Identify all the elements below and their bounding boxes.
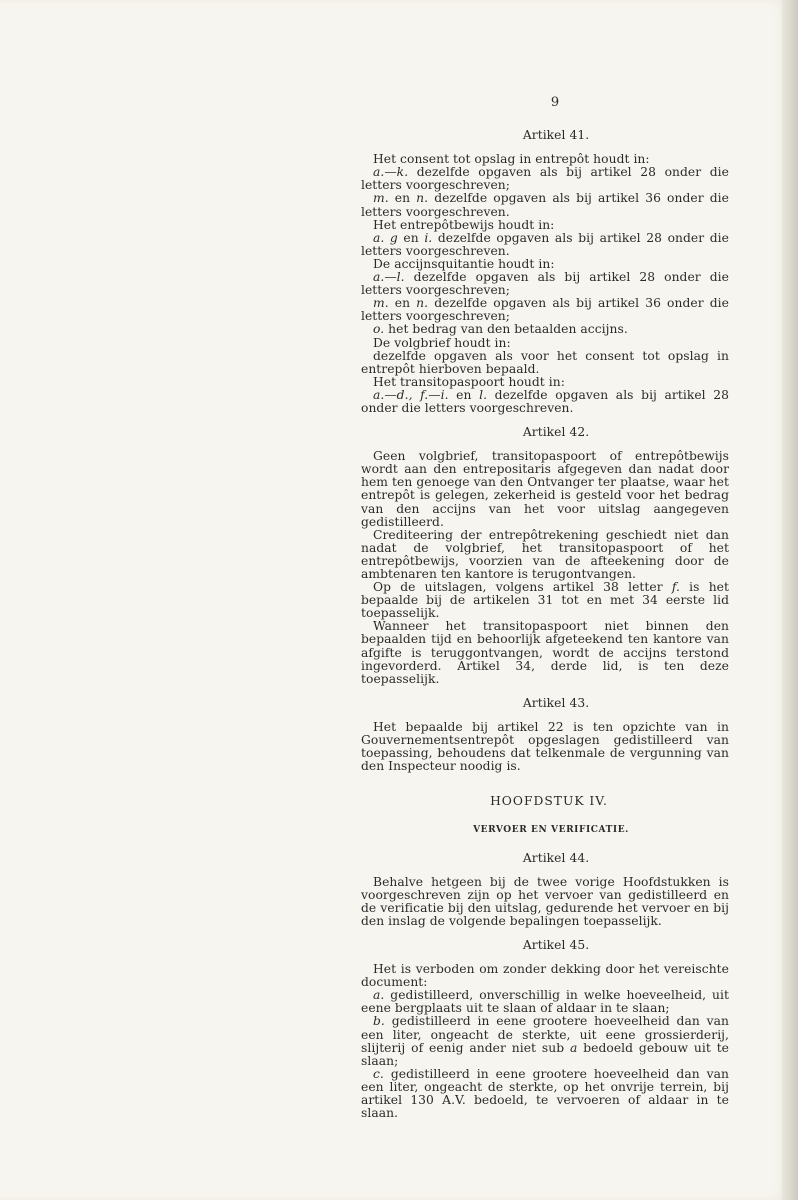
article-heading: Artikel 44. <box>522 850 590 865</box>
artikel-41 <box>361 129 729 415</box>
paragraph: Geen volgbrief, transitopaspoort of entrepôtbewijs wordt aan den entrepositaris afgegeven dan nadat door hem ten genoege van den Ontvanger ter plaatse, waar het entrepôt is gelegen, zekerheid is gesteld voor het bedrag van den accijns van het voor uitslag aangegeven gedistilleerd. <box>361 449 729 529</box>
letter-label: a. g <box>373 230 398 245</box>
paragraph: c. gedistilleerd in eene grootere hoeveelheid dan van een liter, ongeacht de sterkte, op het onvrije terrein, bij artikel 130 A.V. bedoeld, te vervoeren of aldaar in te slaan. <box>361 1066 729 1121</box>
paragraph: Crediteering der entrepôtrekening geschiedt niet dan nadat de volgbrief, het transitopaspoort of het entrepôtbewijs, voorzien van de afteekening door de ambtenaren ten kantore is terugontvangen. <box>361 527 729 581</box>
paragraph: Behalve hetgeen bij de twee vorige Hoofdstukken is voorgeschreven zijn op het vervoer van gedistilleerd en de verificatie bij den uitslag, gedurende het vervoer en bij den inslag de volgende bepalingen toepasselijk. <box>361 874 729 928</box>
letter-label: n. <box>416 296 429 311</box>
letter-label: a.—d., f.—i. <box>373 387 449 402</box>
paragraph: m. en n. dezelfde opgaven als bij artikel 36 onder die letters voorgeschreven; <box>361 296 729 324</box>
artikel-43 <box>361 697 729 773</box>
paragraph: Wanneer het transitopaspoort niet binnen den bepaalden tijd en behoorlijk afgeteekend ten kantore van afgifte is teruggontvangen, wordt de accijns terstond ingevorderd. Artikel 34, derde lid, is ten deze toepasselijk. <box>361 619 729 686</box>
letter-label: a <box>569 1040 578 1055</box>
letter-label: i. <box>424 230 433 245</box>
letter-label: l. <box>479 387 488 402</box>
letter-label: m. <box>373 296 389 311</box>
paragraph: Het consent tot opslag in entrepôt houdt in: <box>373 152 650 167</box>
article-heading: Artikel 41. <box>522 128 590 143</box>
page-edge-shadow <box>782 0 798 1200</box>
paragraph: De accijnsquitantie houdt in: <box>373 256 555 271</box>
article-heading: Artikel 42. <box>522 425 590 440</box>
paragraph: a. gedistilleerd, onverschillig in welke hoeveelheid, uit eene bergplaats uit te slaan of aldaar in te slaan; <box>361 988 729 1016</box>
paragraph: o. het bedrag van den betaalden accijns. <box>373 322 628 337</box>
paragraph: a.—k. dezelfde opgaven als bij artikel 28 onder die letters voorgeschreven; <box>361 165 729 193</box>
paragraph: m. en n. dezelfde opgaven als bij artikel 36 onder die letters voorgeschreven. <box>361 191 729 219</box>
letter-label: n. <box>416 191 429 206</box>
artikel-42 <box>361 426 729 686</box>
letter-label: f. <box>671 580 680 595</box>
paragraph: Het is verboden om zonder dekking door het vereischte document: <box>361 962 729 990</box>
paragraph: Op de uitslagen, volgens artikel 38 letter f. is het bepaalde bij de artikelen 31 tot en met 34 eerste lid toepasselijk. <box>361 580 729 621</box>
paragraph: Het bepaalde bij artikel 22 is ten opzichte van in Gouvernementsentrepôt opgeslagen gedistilleerd van toepassing, behoudens dat telkenmale de vergunning van den Inspecteur noodig is. <box>361 719 729 774</box>
article-heading: Artikel 43. <box>522 695 590 710</box>
paragraph: a.—l. dezelfde opgaven als bij artikel 28 onder die letters voorgeschreven; <box>361 270 729 298</box>
letter-label: a.—l. <box>373 270 405 285</box>
letter-label: m. <box>373 191 389 206</box>
artikel-44 <box>361 852 729 928</box>
letter-label: c. <box>373 1066 384 1081</box>
paragraph: De volgbrief houdt in: <box>373 335 511 350</box>
paragraph: a. g en i. dezelfde opgaven als bij artikel 28 onder die letters voorgeschreven. <box>361 230 729 258</box>
artikel-45 <box>361 939 729 1120</box>
paragraph: a.—d., f.—i. en l. dezelfde opgaven als bij artikel 28 onder die letters voorgeschreven. <box>361 387 729 415</box>
letter-label: a.—k. <box>373 165 409 180</box>
letter-label: b. <box>373 1014 385 1029</box>
article-heading: Artikel 45. <box>522 937 590 952</box>
paragraph: Het transitopaspoort houdt in: <box>373 374 565 389</box>
chapter-subtitle: VERVOER EN VERIFICATIE. <box>473 825 629 836</box>
page-number: 9 <box>550 95 560 110</box>
paragraph: dezelfde opgaven als voor het consent tot opslag in entrepôt hierboven bepaald. <box>361 348 729 376</box>
paragraph: b. gedistilleerd in eene grootere hoeveelheid dan van een liter, ongeacht de sterkte, uit eene grossierderij, slijterij of eenig ander niet sub a bedoeld gebouw uit te slaan; <box>361 1014 730 1068</box>
paragraph: Het entrepôtbewijs houdt in: <box>373 217 555 232</box>
chapter-title: HOOFDSTUK IV. <box>490 794 608 809</box>
page-content <box>361 96 729 1120</box>
letter-label: o. <box>373 322 385 337</box>
letter-label: a. <box>373 988 385 1003</box>
